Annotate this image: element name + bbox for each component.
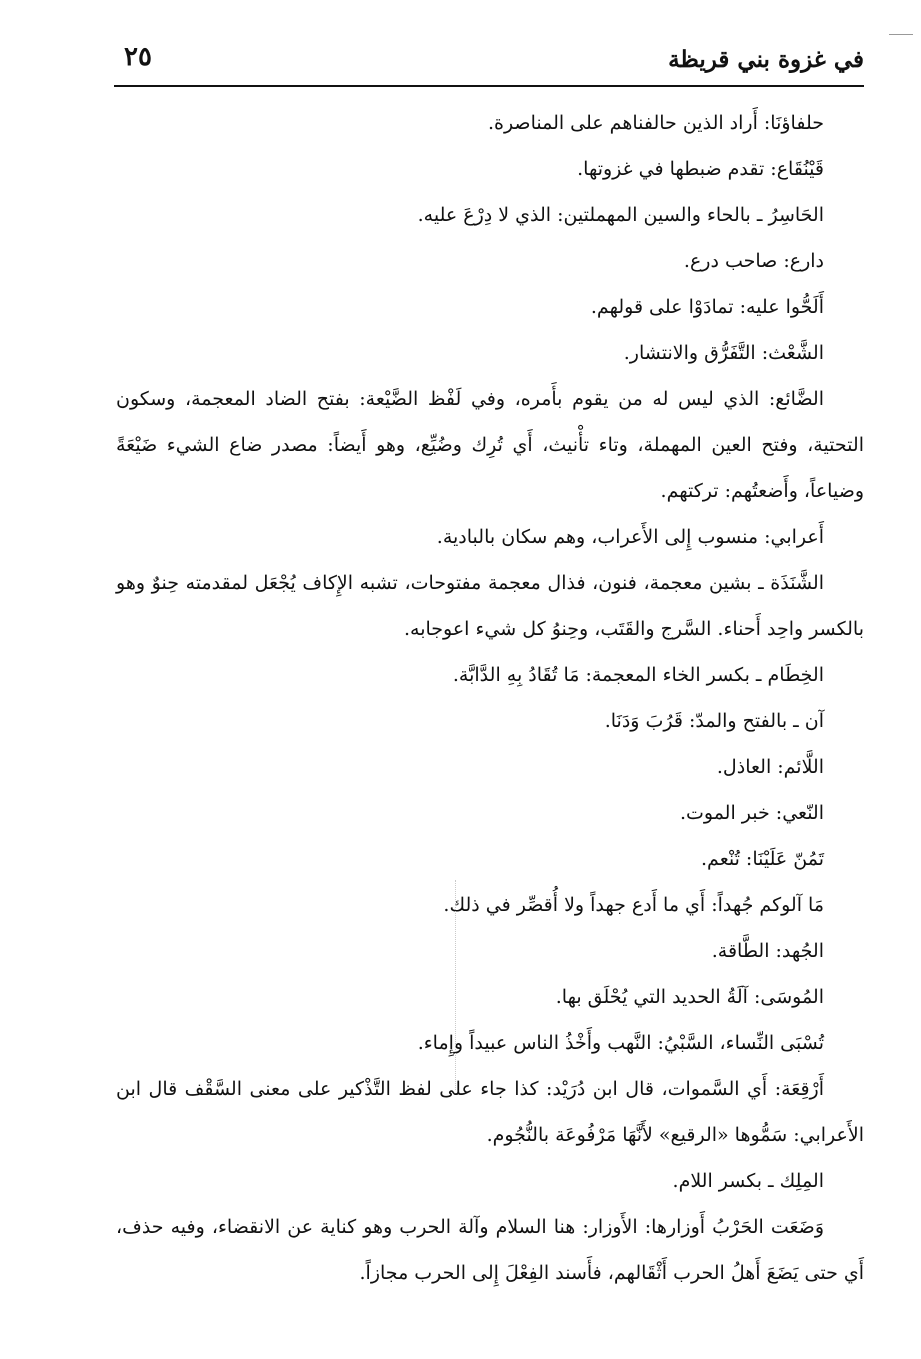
glossary-entry: الجُهد: الطَّاقة.	[711, 940, 824, 962]
page-header	[112, 38, 864, 90]
glossary-entry: قَيْنُقَاع: تقدم ضبطها في غزوتها.	[577, 158, 824, 180]
glossary-entry: تُسْبَى النِّساء، السَّبْيُ: النَّهب وأَخْذُ الناس عبيداً وإِماء.	[417, 1032, 824, 1054]
running-title: في غزوة بني قريظة	[668, 46, 864, 73]
glossary-entry: اللَّائم: العاذل.	[716, 756, 824, 778]
glossary-entry: المِلِك ـ بكسر اللام.	[672, 1170, 824, 1192]
header-rule	[114, 85, 864, 87]
glossary-entry: مَا آلوكم جُهداً: أَي ما أَدع جهداً ولا أُقصِّر في ذلك.	[443, 894, 824, 916]
glossary-entry: النّعي: خبر الموت.	[679, 802, 824, 824]
glossary-entry: آن ـ بالفتح والمدّ: قَرُبَ وَدَنَا.	[604, 710, 824, 732]
scan-crease-line	[455, 880, 456, 1090]
glossary-entry: المُوسَى: آلَةُ الحديد التي يُحْلَق بها.	[555, 986, 824, 1008]
glossary-entry: تَمُنّ عَلَيْنَا: تُنْعم.	[701, 848, 824, 870]
page-number: ٢٥	[124, 42, 152, 72]
glossary-entry: الشَّعْث: التَّفَرُّق والانتشار.	[623, 342, 824, 364]
glossary-entry: الخِطَام ـ بكسر الخاء المعجمة: مَا تُقَادُ بِهِ الدَّابَّة.	[452, 664, 824, 686]
glossary-entry: الضَّائع: الذي ليس له من يقوم بأَمره، وفي لَفْظ الضَّيْعة: بفتح الضاد المعجمة، وسكون التحتية، وفتح العين المهملة، وتاء تأْنيث، أَي تُرِك وضُيِّع، وهو أَيضاً: مصدر ضاع الشيء ضَيْعَةً وضياعاً، وأَضعتُهم: تركتهم.	[116, 388, 864, 502]
glossary-entry: وَضَعَت الحَرْبُ أَوزارها: الأَوزار: هنا السلام وآلة الحرب وهو كناية عن الانقضاء، وفيه حذف، أَي حتى يَضَعَ أَهلُ الحرب أَثْقَالهم، فأَسند الفِعْلَ إِلى الحرب مجازاً.	[116, 1216, 864, 1284]
glossary-entries	[116, 100, 864, 1296]
glossary-entry: حلفاؤنَا: أَراد الذين حالفناهم على المناصرة.	[487, 112, 824, 134]
glossary-entry: أَلَحُّوا عليه: تمادَوْا على قولهم.	[590, 296, 824, 318]
glossary-entry: أَرْقِعَة: أَي السَّموات، قال ابن دُرَيْد: كذا جاء على لفظ التَّذْكير على معنى السَّقْف قال ابن الأَعرابي: سَمُّوها «الرقيع» لأَنَّهَا مَرْفُوعَة بالنُّجُوم.	[116, 1078, 864, 1146]
glossary-entry: أَعرابي: منسوب إِلى الأَعراب، وهم سكان بالبادية.	[436, 526, 824, 548]
glossary-entry: الشَّنَذَة ـ بشين معجمة، فنون، فذال معجمة مفتوحات، تشبه الإِكاف يُجْعَل لمقدمته حِنوٌ وهو بالكسر واحِد أَحناء. السَّرج والقَتَب، وحِنوُ كل شيء اعوجابه.	[116, 572, 864, 640]
glossary-entry: الحَاسِرُ ـ بالحاء والسين المهملتين: الذي لا دِرْعَ عليه.	[417, 204, 824, 226]
corner-mark	[889, 34, 913, 35]
glossary-entry: دارع: صاحب درع.	[683, 250, 824, 272]
